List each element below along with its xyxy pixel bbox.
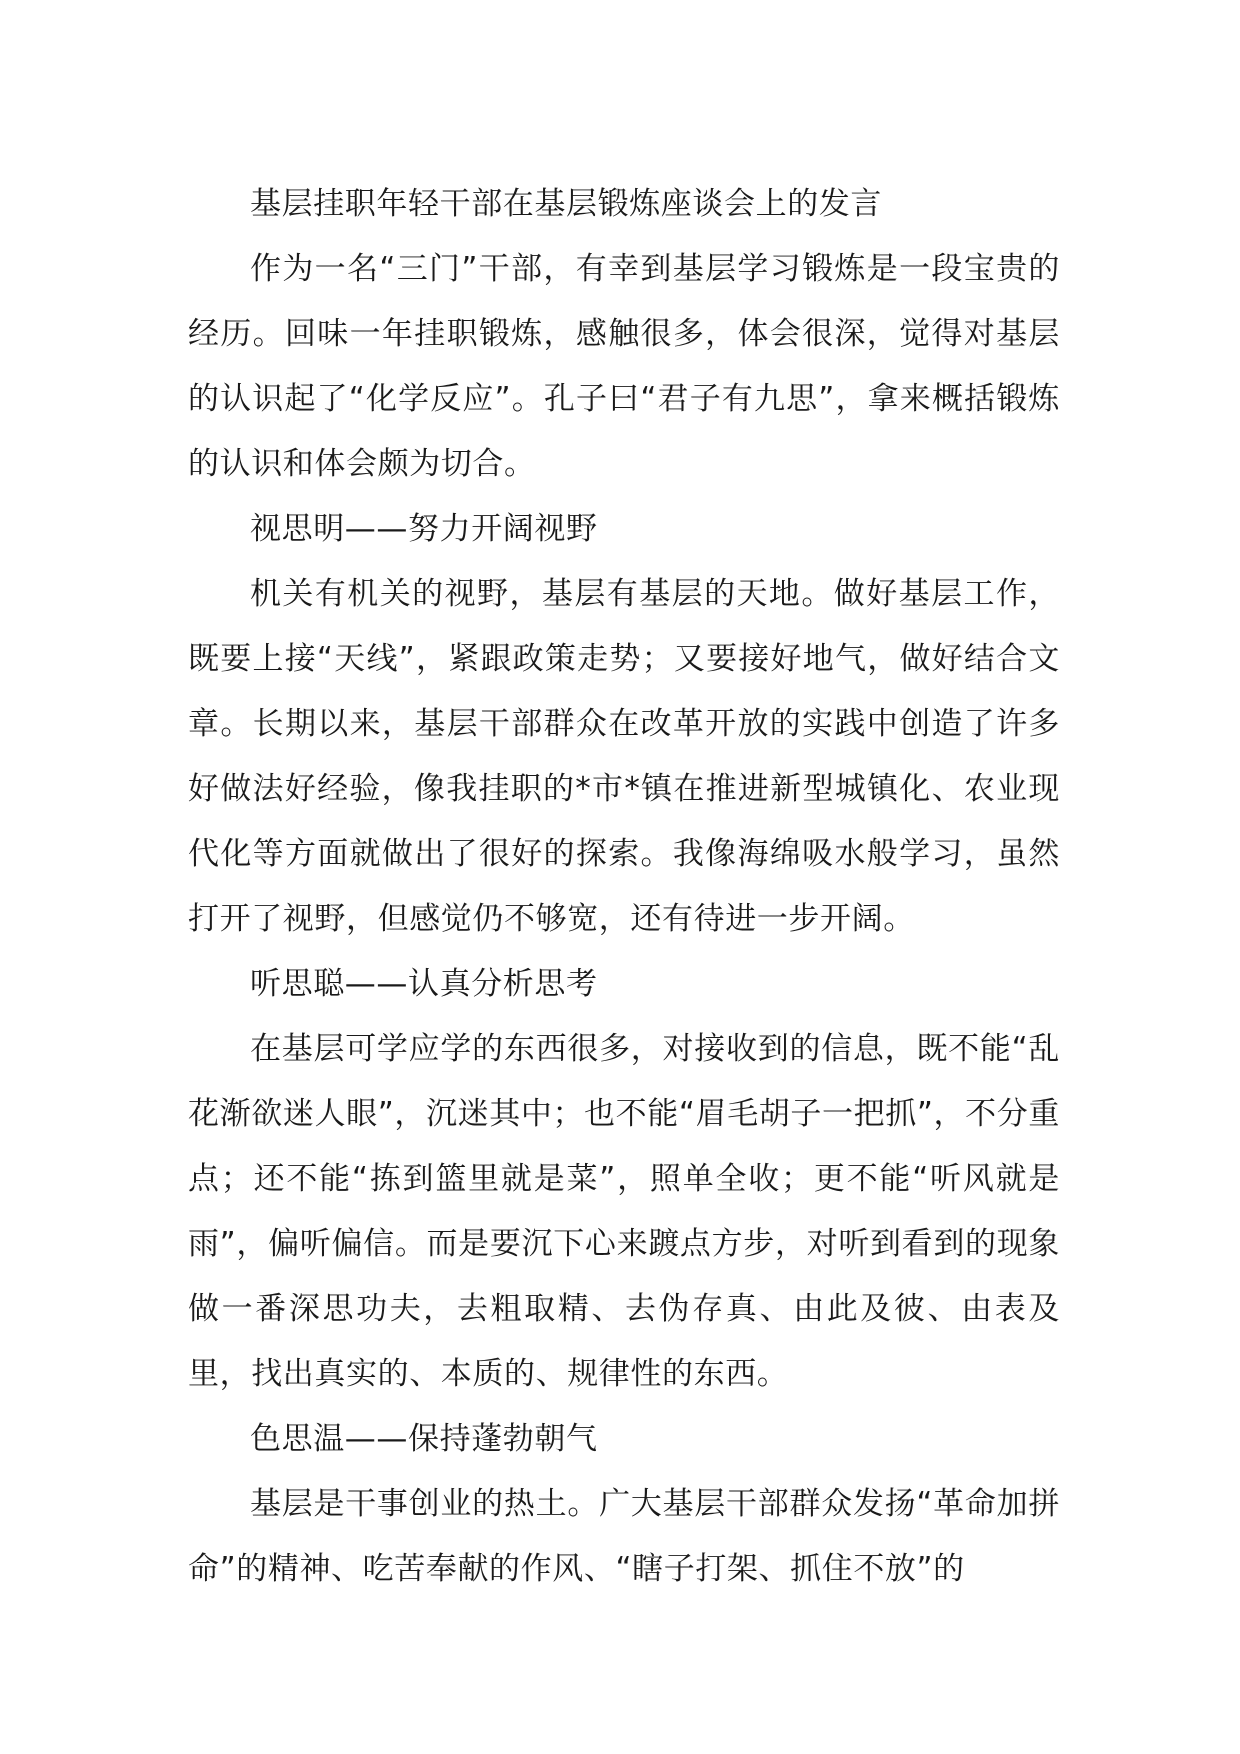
section-paragraph: 机关有机关的视野，基层有基层的天地。做好基层工作，既要上接“天线”，紧跟政策走势；又要接好地气，做好结合文章。长期以来，基层干部群众在改革开放的实践中创造了许多好做法好经验，像我挂职的*市*镇在推进新型城镇化、农业现代化等方面就做出了很好的探索。我像海绵吸水般学习，虽然打开了视野，但感觉仍不够宽，还有待进一步开阔。 — [188, 576, 1060, 937]
intro-paragraph: 作为一名“三门”干部，有幸到基层学习锻炼是一段宝贵的经历。回味一年挂职锻炼，感触很多，体会很深，觉得对基层的认识起了“化学反应”。孔子曰“君子有九思”，拿来概括锻炼的认识和体会颇为切合。 — [188, 251, 1060, 482]
section-heading: 色思温——保持蓬勃朝气 — [250, 1421, 598, 1457]
document-title: 基层挂职年轻干部在基层锻炼座谈会上的发言 — [250, 186, 882, 222]
section-heading: 视思明——努力开阔视野 — [250, 511, 598, 547]
section-heading: 听思聪——认真分析思考 — [250, 966, 598, 1002]
section-paragraph: 基层是干事创业的热土。广大基层干部群众发扬“革命加拼命”的精神、吃苦奉献的作风、“瞎子打架、抓住不放”的 — [188, 1486, 1060, 1587]
document-page — [188, 172, 1060, 1602]
section-paragraph: 在基层可学应学的东西很多，对接收到的信息，既不能“乱花渐欲迷人眼”，沉迷其中；也不能“眉毛胡子一把抓”，不分重点；还不能“拣到篮里就是菜”，照单全收；更不能“听风就是雨”，偏听偏信。而是要沉下心来踱点方步，对听到看到的现象做一番深思功夫，去粗取精、去伪存真、由此及彼、由表及里，找出真实的、本质的、规律性的东西。 — [188, 1031, 1060, 1392]
